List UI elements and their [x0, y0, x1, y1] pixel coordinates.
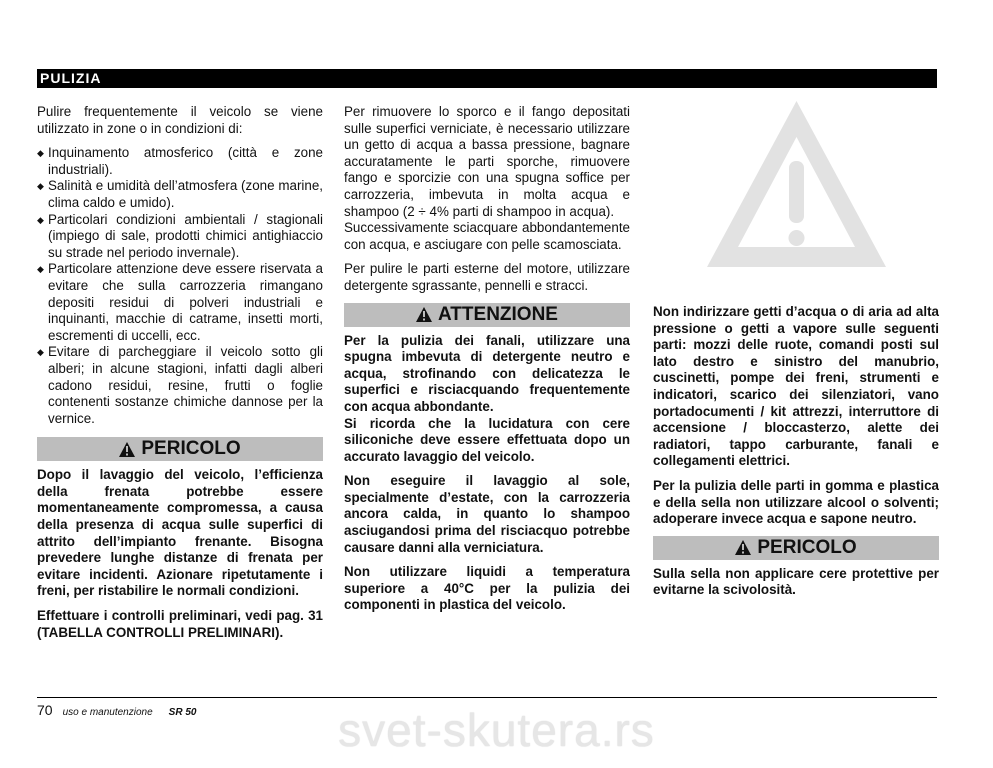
page-number: 70: [37, 702, 53, 718]
washing-paragraph: Per rimuovere lo sporco e il fango depositati sulle superfici verniciate, è necessario utilizzare un getto di acqua a bassa pressione, bagnare accuratamente le parti sporche, rimuovere fango e sporcizie con una spugna soffice per carrozzeria, imbevuta in molta acqua e shampoo (2 ÷ 4% parti di shampoo in acqua).: [344, 104, 630, 219]
warning-triangle-icon: [416, 307, 432, 322]
watermark: svet-skutera.rs: [338, 704, 655, 756]
exclamation-warning-icon: [703, 95, 890, 273]
attention-text: Si ricorda che la lucidatura con cere siliconiche deve essere effettuata dopo un accurato lavaggio del veicolo.: [344, 415, 630, 464]
list-item: ◆ Inquinamento atmosferico (città e zone industriali).: [37, 145, 323, 178]
conditions-list: [37, 145, 323, 427]
parts-warning-paragraph: Non indirizzare getti d’acqua o di aria ad alta pressione o getti a vapore sulle seguenti parti: mozzi delle ruote, comandi posti sul lato destro e sinistro del manubrio, cuscinetti, pompe dei freni, strumenti e indicatori, scarico dei silenziatori, vano portadocumenti / kit attrezzi, interruttore di accensione / bloccasterzo, alette dei radiatori, tappo carburante, fanali e collegamenti elettrici.: [653, 304, 939, 469]
column-right: [653, 304, 939, 607]
footer-divider: [37, 697, 937, 698]
danger-banner: [653, 536, 939, 560]
rinse-paragraph: Successivamente sciacquare abbondantemente con acqua, e asciugare con pelle scamosciata.: [344, 220, 630, 252]
section-title: PULIZIA: [37, 69, 937, 88]
list-item: ◆ Salinità e umidità dell’atmosfera (zone marine, clima caldo e umido).: [37, 178, 323, 211]
engine-paragraph: Per pulire le parti esterne del motore, utilizzare detergente sgrassante, pennelli e stracci.: [344, 261, 630, 293]
seat-warning-text: Sulla sella non applicare cere protettive per evitarne la scivolosità.: [653, 565, 939, 598]
danger-label: PERICOLO: [757, 536, 857, 558]
warning-triangle-icon: [119, 442, 135, 457]
column-middle: [344, 104, 630, 622]
danger-label: PERICOLO: [141, 438, 241, 460]
intro-paragraph: Pulire frequentemente il veicolo se viene utilizzato in zone o in condizioni di:: [37, 104, 323, 136]
danger-banner: [37, 437, 323, 461]
attention-text: Per la pulizia dei fanali, utilizzare una spugna imbevuta di detergente neutro e acqua, strofinando con delicatezza le superfici e risciacquando frequentemente con acqua abbondante.: [344, 332, 630, 414]
model-name: SR 50: [168, 707, 197, 718]
attention-text: Non utilizzare liquidi a temperatura superiore a 40°C per la pulizia dei componenti in plastica del veicolo.: [344, 564, 630, 613]
attention-text: Non eseguire il lavaggio al sole, specialmente d’estate, con la carrozzeria ancora calda, in quanto lo shampoo asciugandosi prima del risciacquo potrebbe causare danni alla verniciatura.: [344, 473, 630, 555]
column-left: [37, 104, 323, 649]
manual-title: uso e manutenzione: [62, 707, 153, 718]
rubber-parts-paragraph: Per la pulizia delle parti in gomma e plastica e della sella non utilizzare alcool o solventi; adoperare invece acqua e sapone neutro.: [653, 477, 939, 527]
danger-text: Dopo il lavaggio del veicolo, l’efficienza della frenata potrebbe essere momentaneamente compromessa, a causa della presenza di acqua sulle superfici di attrito dell’impianto frenante. Bisogna prevedere lunghe distanze di frenata per evitare incidenti. Azionare ripetutamente i freni, per ristabilire le normali condizioni.: [37, 467, 323, 599]
controls-text: Effettuare i controlli preliminari, vedi pag. 31 (TABELLA CONTROLLI PRELIMINARI).: [37, 608, 323, 640]
attention-label: ATTENZIONE: [438, 303, 558, 325]
list-item: ◆ Particolare attenzione deve essere riservata a evitare che sulla carrozzeria rimangano depositi residui di polveri industriali e inquinanti, macchie di catrame, insetti morti, escrementi di uccelli, ecc.: [37, 261, 323, 344]
warning-triangle-icon: [735, 540, 751, 555]
list-item: ◆ Particolari condizioni ambientali / stagionali (impiego di sale, prodotti chimici antighiaccio su strade nel periodo invernale).: [37, 212, 323, 262]
list-item: ◆ Evitare di parcheggiare il veicolo sotto gli alberi; in alcune stagioni, infatti dagli alberi cadono residui, resine, frutti o foglie contenenti sostanze chimiche dannose per la vernice.: [37, 344, 323, 427]
attention-banner: [344, 303, 630, 327]
